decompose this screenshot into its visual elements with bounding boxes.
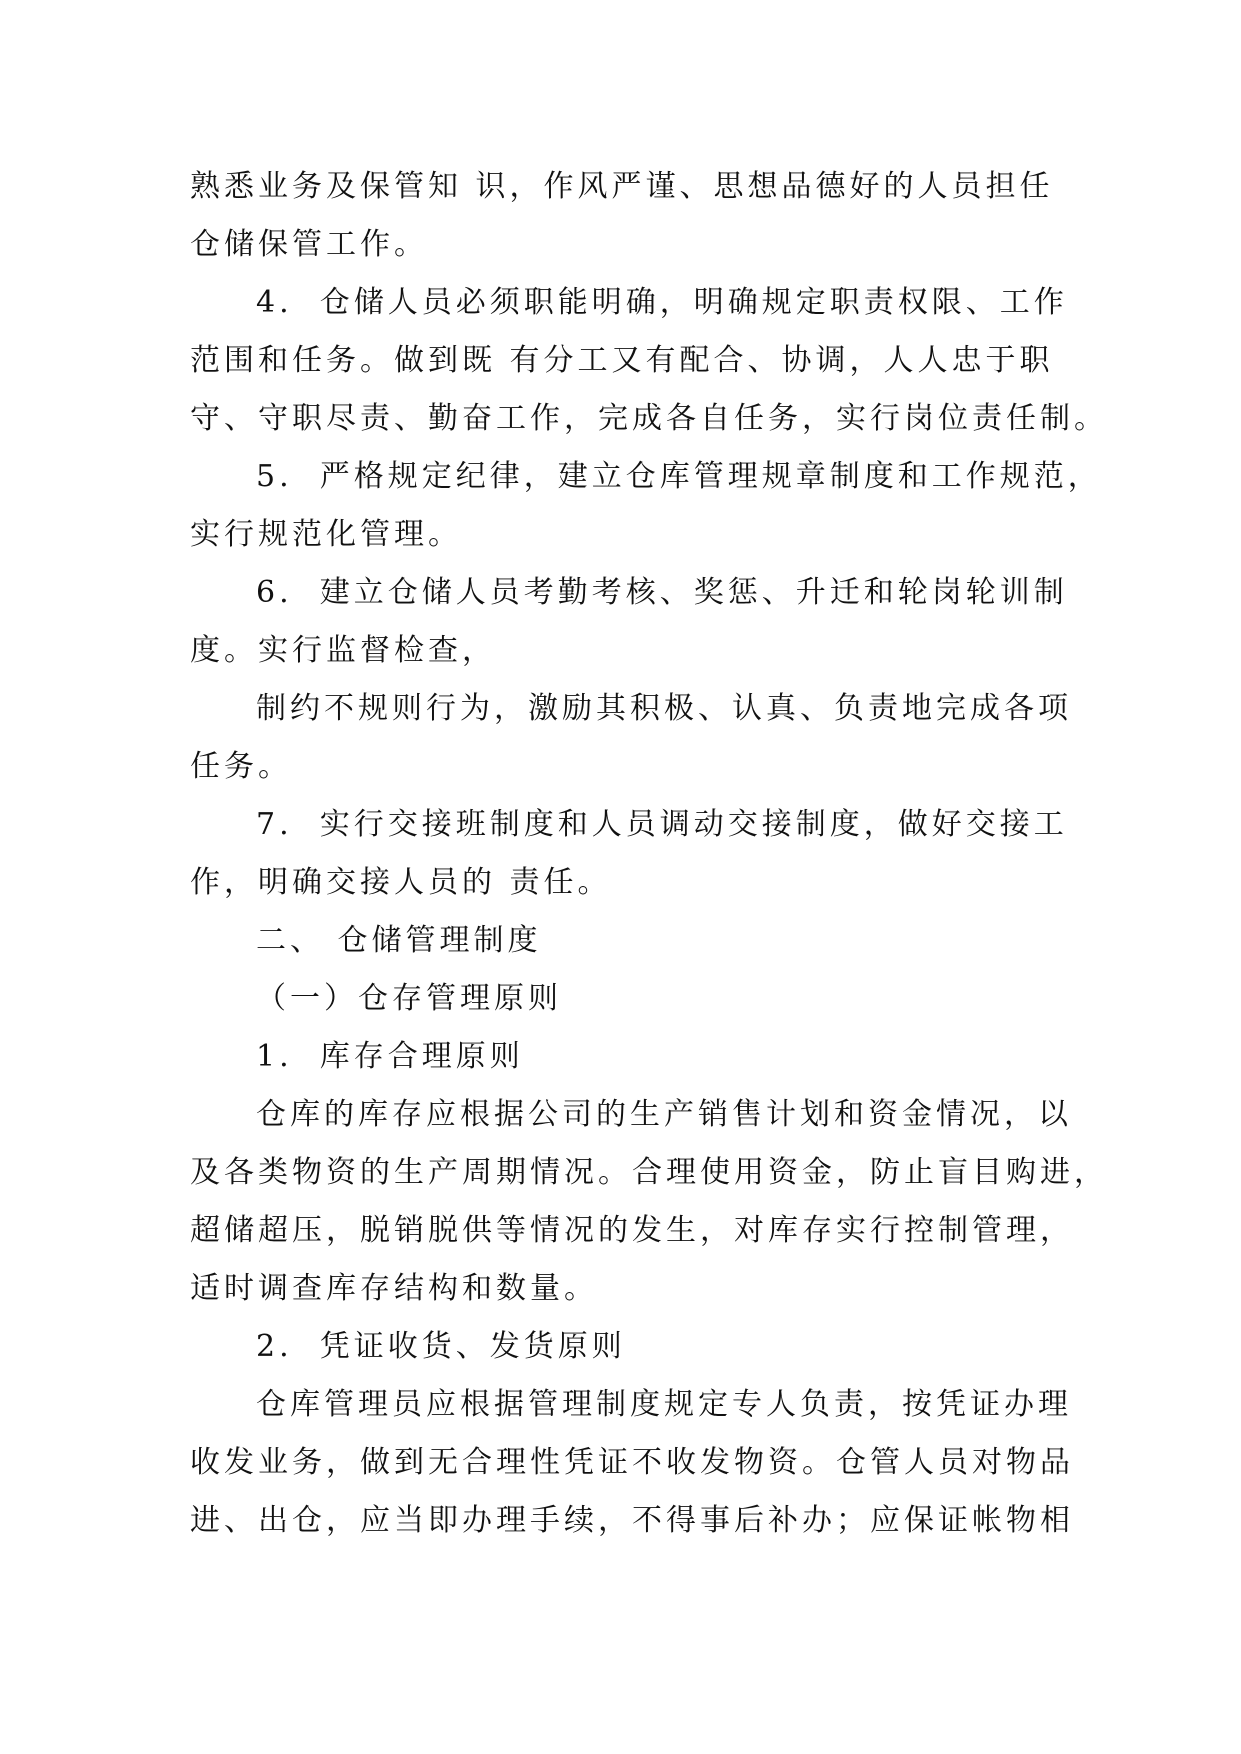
text-line: 6. 建立仓储人员考勤考核、奖惩、升迁和轮岗轮训制 [256,575,1068,610]
text-line: 制约不规则行为，激励其积极、认真、负责地完成各项 [256,691,1072,726]
text-line: 作，明确交接人员的 责任。 [190,865,612,900]
text-line: 及各类物资的生产周期情况。合理使用资金，防止盲目购进， [190,1155,1108,1190]
text-line: 5. 严格规定纪律，建立仓库管理规章制度和工作规范， [256,459,1102,494]
text-line: 熟悉业务及保管知 识，作风严谨、思想品德好的人员担任 [190,169,1054,204]
body-text [190,158,1108,1550]
text-line: 4. 仓储人员必须职能明确，明确规定职责权限、工作 [256,285,1068,320]
text-line: 仓库的库存应根据公司的生产销售计划和资金情况，以 [256,1097,1072,1132]
text-line: 2. 凭证收货、发货原则 [256,1329,626,1364]
text-line: 1. 库存合理原则 [256,1039,524,1074]
text-line: 超储超压，脱销脱供等情况的发生，对库存实行控制管理， [190,1213,1074,1248]
text-line: 仓库管理员应根据管理制度规定专人负责，按凭证办理 [256,1387,1072,1422]
text-line: 守、守职尽责、勤奋工作，完成各自任务，实行岗位责任制。 [190,401,1108,436]
text-line: 进、出仓，应当即办理手续，不得事后补办；应保证帐物相 [190,1503,1074,1538]
text-line: （一）仓存管理原则 [256,981,562,1016]
text-line: 任务。 [190,749,292,784]
text-line: 收发业务，做到无合理性凭证不收发物资。仓管人员对物品 [190,1445,1074,1480]
text-line: 适时调查库存结构和数量。 [190,1271,598,1306]
text-line: 7. 实行交接班制度和人员调动交接制度，做好交接工 [256,807,1068,842]
text-line: 仓储保管工作。 [190,227,428,262]
text-line: 二、 仓储管理制度 [256,923,542,958]
text-line: 实行规范化管理。 [190,517,462,552]
text-line: 度。实行监督检查， [190,633,496,668]
text-line: 范围和任务。做到既 有分工又有配合、协调，人人忠于职 [190,343,1054,378]
